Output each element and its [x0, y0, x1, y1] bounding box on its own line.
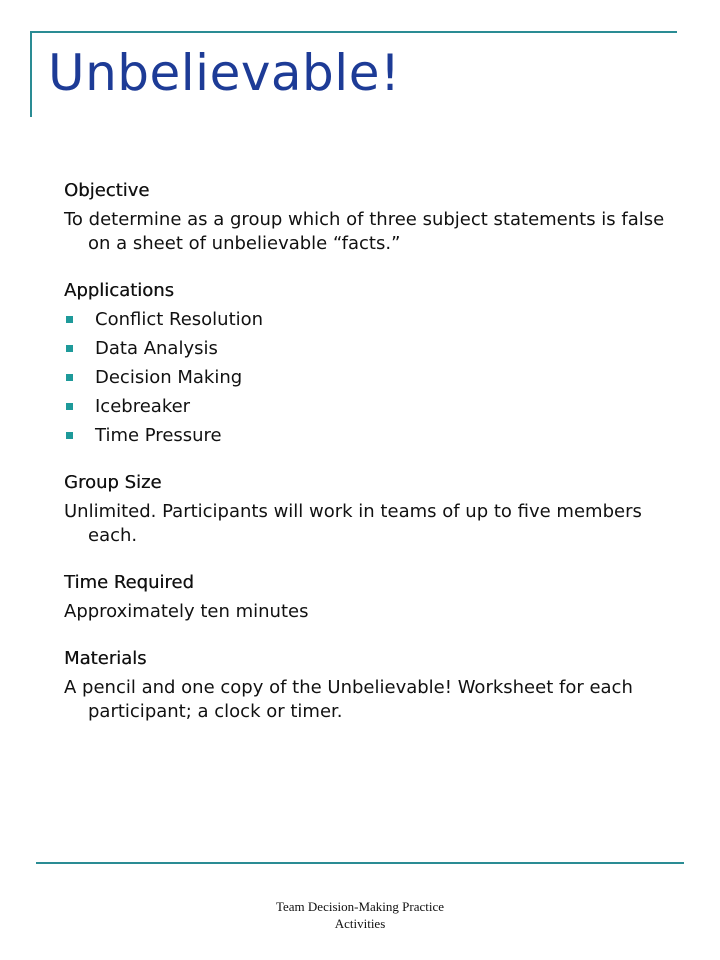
- footer-divider: [36, 862, 684, 864]
- list-item-label: Decision Making: [95, 367, 243, 388]
- objective-heading: Objective: [64, 180, 150, 201]
- page-footer: [250, 898, 470, 932]
- materials-section: [64, 647, 684, 724]
- list-item-label: Time Pressure: [95, 425, 222, 446]
- slide-content: [64, 179, 684, 747]
- time-required-text: Approximately ten minutes: [64, 601, 309, 622]
- title-frame-top-line: [30, 31, 677, 33]
- footer-line-1: Team Decision-Making Practice: [275, 899, 445, 914]
- slide-title: Unbelievable!: [48, 44, 401, 102]
- applications-section: [64, 279, 684, 453]
- objective-section: [64, 179, 684, 256]
- footer-line-2: Activities: [334, 916, 386, 931]
- square-bullet-icon: [66, 432, 73, 439]
- square-bullet-icon: [66, 374, 73, 381]
- time-required-heading: Time Required: [64, 572, 194, 593]
- group-size-section: [64, 471, 684, 548]
- list-item: [64, 366, 684, 395]
- list-item-label: Conflict Resolution: [95, 309, 264, 330]
- square-bullet-icon: [66, 316, 73, 323]
- group-size-text: Unlimited. Participants will work in teams of up to five members each.: [64, 501, 642, 546]
- square-bullet-icon: [66, 403, 73, 410]
- list-item: [64, 337, 684, 366]
- list-item: [64, 395, 684, 424]
- square-bullet-icon: [66, 345, 73, 352]
- materials-heading: Materials: [64, 648, 147, 669]
- group-size-heading: Group Size: [64, 472, 162, 493]
- list-item: [64, 424, 684, 453]
- time-required-section: [64, 571, 684, 624]
- objective-text: To determine as a group which of three subject statements is false on a sheet of unbelievable “facts.”: [64, 209, 665, 254]
- applications-heading: Applications: [64, 280, 174, 301]
- title-frame-left-line: [30, 31, 32, 117]
- applications-list: [64, 308, 684, 453]
- list-item-label: Icebreaker: [95, 396, 191, 417]
- list-item: [64, 308, 684, 337]
- materials-text: A pencil and one copy of the Unbelievable! Worksheet for each participant; a clock or timer.: [64, 677, 633, 722]
- list-item-label: Data Analysis: [95, 338, 218, 359]
